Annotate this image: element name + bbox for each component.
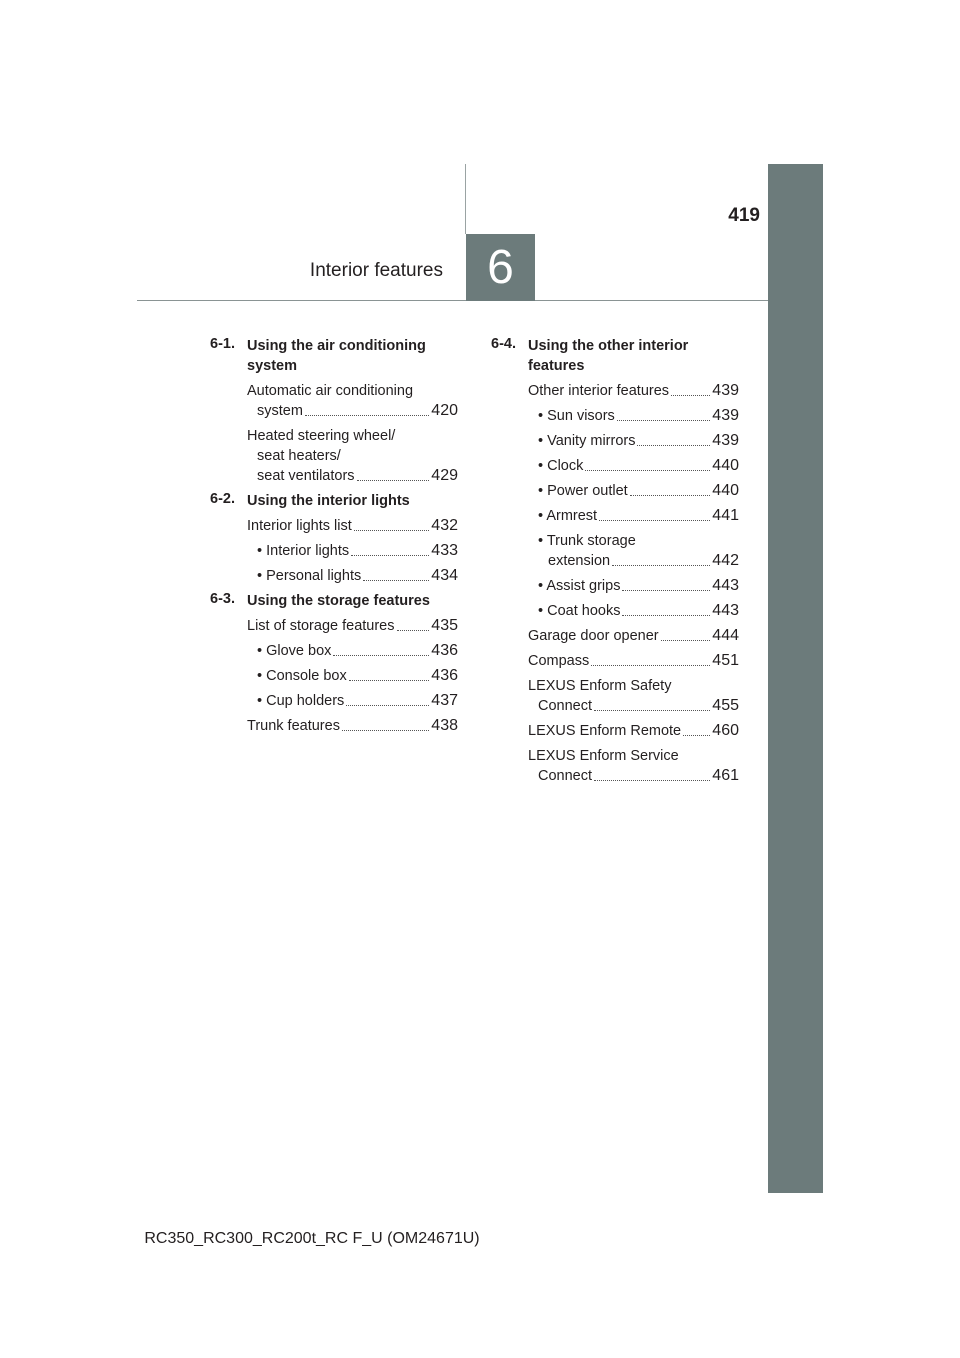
toc-entry[interactable] [538, 766, 739, 786]
toc-entry-page: 432 [431, 517, 458, 534]
toc-entry-label: • Assist grips [538, 576, 620, 596]
toc-entry-page: 433 [431, 542, 458, 559]
toc-entry-multiline[interactable] [538, 531, 739, 571]
toc-leader-dots [594, 780, 710, 781]
toc-section-heading [210, 591, 458, 611]
toc-entry[interactable] [538, 576, 739, 596]
toc-entry-label: • Vanity mirrors [538, 431, 635, 451]
toc-section-title: Using the air conditioning system [247, 338, 426, 374]
toc-entry-page: 442 [712, 552, 739, 569]
toc-leader-dots [683, 735, 710, 736]
toc-entry-label: seat heaters/ [257, 448, 341, 464]
toc-entry[interactable] [247, 716, 458, 736]
toc-entry-page: 444 [712, 627, 739, 644]
toc-entry-page: 437 [431, 692, 458, 709]
toc-section-number: 6-3. [210, 591, 235, 607]
toc-leader-dots [351, 555, 429, 556]
toc-entry-label: • Coat hooks [538, 601, 620, 621]
toc-leader-dots [591, 665, 710, 666]
toc-leader-dots [357, 480, 430, 481]
section-title: Interior features [309, 260, 443, 281]
toc-entry-page: 438 [431, 717, 458, 734]
toc-entry[interactable] [528, 721, 739, 741]
toc-entry-page: 451 [712, 652, 739, 669]
toc-leader-dots [354, 530, 430, 531]
toc-entry-page: 441 [712, 507, 739, 524]
toc-entry[interactable] [257, 691, 458, 711]
toc-entry[interactable] [257, 666, 458, 686]
toc-entry[interactable] [528, 381, 739, 401]
toc-entry-page: 439 [712, 382, 739, 399]
toc-entry-label: Automatic air conditioning [247, 383, 414, 399]
toc-entry[interactable] [528, 626, 739, 646]
toc-entry-label: Garage door opener [528, 628, 659, 644]
document-footer: RC350_RC300_RC200t_RC F_U (OM24671U) [144, 1230, 480, 1247]
header-divider-horizontal [137, 300, 768, 301]
toc-entry[interactable] [247, 516, 458, 536]
toc-entry-page: 435 [431, 617, 458, 634]
toc-entry-label: • Trunk storage [538, 531, 739, 551]
toc-entry-multiline[interactable] [528, 676, 739, 716]
toc-section-heading [210, 491, 458, 511]
toc-entry-page: 436 [431, 642, 458, 659]
toc-leader-dots [622, 615, 710, 616]
toc-leader-dots [617, 420, 710, 421]
toc-entry-page: 436 [431, 667, 458, 684]
toc-entry-page: 420 [431, 402, 458, 419]
toc-leader-dots [671, 395, 710, 396]
toc-entry[interactable] [538, 601, 739, 621]
toc-entry-page: 440 [712, 457, 739, 474]
toc-entry[interactable] [538, 431, 739, 451]
toc-entry-label: LEXUS Enform Service [528, 748, 679, 764]
toc-leader-dots [342, 730, 429, 731]
toc-entry-label: • Clock [538, 456, 583, 476]
toc-entry[interactable] [257, 541, 458, 561]
toc-entry-label: Other interior features [528, 383, 670, 399]
toc-entry-label: • Armrest [538, 506, 597, 526]
toc-entry-page: 443 [712, 577, 739, 594]
toc-leader-dots [346, 705, 429, 706]
toc-entry-label: • Personal lights [257, 566, 361, 586]
toc-section-title: Using the storage features [247, 593, 430, 609]
toc-entry-page: 429 [431, 467, 458, 484]
toc-entry-label: LEXUS Enform Remote [528, 723, 682, 739]
toc-leader-dots [585, 470, 710, 471]
toc-entry-label: • Cup holders [257, 691, 344, 711]
toc-right-column [491, 336, 739, 791]
toc-entry-label: Interior lights list [247, 518, 352, 534]
toc-leader-dots [612, 565, 710, 566]
toc-section-number: 6-4. [491, 336, 516, 352]
toc-entry-label: Connect [538, 698, 593, 714]
toc-entry-multiline[interactable] [247, 381, 458, 421]
toc-leader-dots [363, 580, 429, 581]
toc-entry-multiline[interactable] [247, 426, 458, 486]
toc-entry-label: Connect [538, 768, 593, 784]
toc-entry[interactable] [247, 616, 458, 636]
toc-entry[interactable] [257, 566, 458, 586]
toc-entry[interactable] [257, 466, 458, 486]
header-divider-vertical [465, 164, 466, 234]
toc-entry-label: LEXUS Enform Safety [528, 678, 672, 694]
toc-entry-page: 439 [712, 407, 739, 424]
toc-section-number: 6-2. [210, 491, 235, 507]
toc-entry-label: • Glove box [257, 641, 331, 661]
toc-entry-page: 434 [431, 567, 458, 584]
toc-leader-dots [622, 590, 710, 591]
toc-entry[interactable] [538, 481, 739, 501]
toc-entry[interactable] [548, 551, 739, 571]
toc-entry[interactable] [538, 506, 739, 526]
toc-leader-dots [305, 415, 429, 416]
toc-section-number: 6-1. [210, 336, 235, 352]
toc-section-heading [210, 336, 458, 376]
toc-entry-label: seat ventilators [257, 468, 355, 484]
toc-leader-dots [637, 445, 710, 446]
toc-entry[interactable] [257, 401, 458, 421]
toc-entry-label: • Sun visors [538, 406, 615, 426]
toc-leader-dots [599, 520, 710, 521]
toc-entry-label: Compass [528, 653, 590, 669]
toc-section-title: Using the interior lights [247, 493, 410, 509]
toc-entry-page: 443 [712, 602, 739, 619]
toc-entry-page: 439 [712, 432, 739, 449]
toc-entry-label: Trunk features [247, 718, 340, 734]
toc-entry[interactable] [538, 696, 739, 716]
toc-leader-dots [661, 640, 711, 641]
toc-entry-page: 440 [712, 482, 739, 499]
toc-leader-dots [349, 680, 430, 681]
toc-entry-label: • Interior lights [257, 541, 349, 561]
toc-entry-label: system [257, 403, 303, 419]
chapter-number-box [466, 234, 535, 301]
toc-entry-label: extension [548, 553, 611, 569]
toc-entry-label: List of storage features [247, 618, 395, 634]
toc-entry-label: • Power outlet [538, 481, 628, 501]
toc-leader-dots [333, 655, 429, 656]
page-number: 419 [728, 205, 760, 226]
toc-section-title: Using the other interior features [528, 338, 689, 374]
toc-leader-dots [397, 630, 430, 631]
chapter-number: 6 [487, 241, 514, 294]
chapter-side-tab [768, 164, 823, 1193]
toc-entry[interactable] [528, 651, 739, 671]
toc-entry-label: Heated steering wheel/ [247, 428, 396, 444]
toc-section-heading [491, 336, 739, 376]
toc-entry[interactable] [257, 641, 458, 661]
toc-entry-multiline[interactable] [528, 746, 739, 786]
toc-entry-page: 460 [712, 722, 739, 739]
toc-entry-page: 455 [712, 697, 739, 714]
toc-entry-label: • Console box [257, 666, 347, 686]
toc-leader-dots [630, 495, 711, 496]
toc-left-column [210, 336, 458, 741]
toc-leader-dots [594, 710, 710, 711]
toc-entry[interactable] [538, 456, 739, 476]
toc-entry-page: 461 [712, 767, 739, 784]
toc-entry[interactable] [538, 406, 739, 426]
